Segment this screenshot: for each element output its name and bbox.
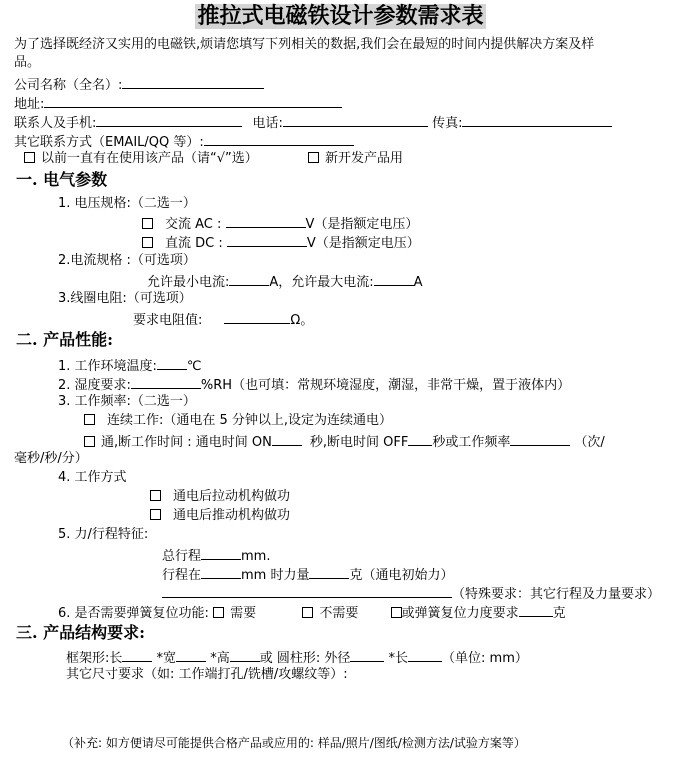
special-requirement-field[interactable] xyxy=(162,583,452,598)
person-label: 联系人及手机: xyxy=(14,116,97,131)
stroke-at-suffix: 克（通电初始力） xyxy=(349,568,454,583)
fax-field[interactable] xyxy=(462,112,612,127)
mode-push-row xyxy=(150,507,290,525)
mode-push-label: 通电后推动机构做功 xyxy=(173,508,291,523)
other-contact-row xyxy=(14,131,354,152)
new-product-checkbox[interactable] xyxy=(308,152,319,163)
dc-row xyxy=(142,232,420,253)
spring-yes-label: 需要 xyxy=(230,606,257,621)
contact-person-row xyxy=(14,112,612,133)
mode-pull-row xyxy=(150,488,290,506)
force-field[interactable] xyxy=(309,564,349,579)
resistance-row xyxy=(133,309,313,330)
onoff-mid2: 秒或工作频率 xyxy=(432,435,511,450)
ac-label: 交流 AC : xyxy=(165,217,222,232)
intro-line-2: 品。 xyxy=(14,55,41,70)
cylinder-length-label: *长 xyxy=(388,651,409,666)
humidity-row xyxy=(58,374,570,395)
spring-force-field[interactable] xyxy=(519,602,553,617)
special-row xyxy=(162,583,660,604)
other-size-label: 其它尺寸要求（如: 工作端打孔/铣槽/攻螺纹等）: xyxy=(66,667,348,682)
onoff-checkbox[interactable] xyxy=(84,436,95,447)
ac-row xyxy=(142,213,418,234)
coil-label: 3.线圈电阻:（可选项） xyxy=(58,291,192,306)
total-stroke-unit: mm. xyxy=(241,549,271,564)
company-label: 公司名称（全名）: xyxy=(14,78,123,93)
temp-label: 1. 工作环境温度: xyxy=(58,359,157,374)
resistance-field[interactable] xyxy=(224,309,290,324)
unit-label: （单位: mm） xyxy=(442,651,528,666)
ac-checkbox[interactable] xyxy=(142,218,153,229)
max-current-unit: A xyxy=(413,275,423,290)
onoff-row xyxy=(84,431,605,452)
frame-length-field[interactable] xyxy=(122,647,152,662)
form-title: 推拉式电磁铁设计参数需求表 xyxy=(197,4,484,29)
temp-field[interactable] xyxy=(157,355,187,370)
onoff-suffix: （次/ xyxy=(574,435,605,450)
spring-row xyxy=(58,602,566,623)
continuous-row xyxy=(84,412,392,430)
resistance-label: 要求电阻值: xyxy=(133,313,203,328)
stroke-at-mid: mm 时力量 xyxy=(241,568,310,583)
fax-label: 传真: xyxy=(432,116,463,131)
spring-no-checkbox[interactable] xyxy=(302,607,313,618)
section2-heading: 二. 产品性能: xyxy=(16,330,114,349)
min-current-field[interactable] xyxy=(229,271,269,286)
spring-yes-checkbox[interactable] xyxy=(213,607,224,618)
company-field[interactable] xyxy=(122,74,264,89)
new-product-label: 新开发产品用 xyxy=(325,151,404,166)
current-label: 2.电流规格 :（可选项） xyxy=(58,253,196,268)
current-row xyxy=(147,271,423,292)
stroke-at-field[interactable] xyxy=(201,564,241,579)
outer-diameter-field[interactable] xyxy=(350,647,384,662)
humidity-label: 2. 湿度要求: xyxy=(58,378,131,393)
other-contact-label: 其它联系方式（EMAIL/QQ 等）: xyxy=(14,135,204,150)
usage-row xyxy=(24,150,403,168)
frame-length-label: 框架形:长 xyxy=(66,651,123,666)
spring-no-label: 不需要 xyxy=(319,606,359,621)
special-req-label: （特殊要求：其它行程及力量要求） xyxy=(452,587,661,602)
section1-heading: 一. 电气参数 xyxy=(16,170,108,189)
on-time-field[interactable] xyxy=(272,431,302,446)
frame-width-label: *宽 xyxy=(156,651,177,666)
footer-note: （补充: 如方便请尽可能提供合格产品或应用的: 样品/照片/图纸/检测方法/试验方案等） xyxy=(62,736,526,750)
onoff-prefix: 通,断工作时间 : 通电时间 ON xyxy=(101,435,272,450)
max-current-field[interactable] xyxy=(374,271,414,286)
frequency-field[interactable] xyxy=(510,431,570,446)
total-stroke-row xyxy=(162,545,270,566)
used-before-label: 以前一直有在使用该产品（请“√”选） xyxy=(41,151,258,166)
mode-pull-label: 通电后拉动机构做功 xyxy=(173,489,291,504)
spring-force-checkbox[interactable] xyxy=(391,607,402,618)
mode-pull-checkbox[interactable] xyxy=(150,490,161,501)
cylinder-length-field[interactable] xyxy=(408,647,442,662)
mode-push-checkbox[interactable] xyxy=(150,509,161,520)
frame-height-label: *高 xyxy=(210,651,230,666)
onoff-mid1: 秒,断电时间 OFF xyxy=(309,435,409,450)
address-row xyxy=(14,93,342,114)
dc-suffix: V（是指额定电压） xyxy=(306,236,420,251)
dc-voltage-field[interactable] xyxy=(227,232,307,247)
max-current-label: A，允许最大电流: xyxy=(269,275,374,290)
cylinder-label: 或 圆柱形: 外径 xyxy=(259,651,351,666)
address-label: 地址: xyxy=(14,97,45,112)
phone-label: 电话: xyxy=(252,116,283,131)
total-stroke-field[interactable] xyxy=(201,545,241,560)
temp-row xyxy=(58,355,202,376)
min-current-label: 允许最小电流: xyxy=(147,275,230,290)
spring-force-unit: 克 xyxy=(552,606,566,621)
humidity-field[interactable] xyxy=(131,374,201,389)
onoff-cont: 毫秒/秒/分） xyxy=(14,451,88,466)
off-time-field[interactable] xyxy=(408,431,432,446)
stroke-force-row xyxy=(162,564,454,585)
dc-label: 直流 DC : xyxy=(165,236,223,251)
continuous-label: 连续工作:（通电在 5 分钟以上,设定为连续通电） xyxy=(107,413,393,428)
ac-voltage-field[interactable] xyxy=(226,213,306,228)
frame-row xyxy=(66,647,528,668)
spring-label: 6. 是否需要弹簧复位功能: xyxy=(58,606,209,621)
address-field[interactable] xyxy=(44,93,342,108)
ac-suffix: V（是指额定电压） xyxy=(305,217,419,232)
humidity-suffix: %RH（也可填：常规环境湿度，潮湿，非常干燥，置于液体内） xyxy=(200,378,571,393)
total-stroke-label: 总行程 xyxy=(162,549,202,564)
stroke-at-label: 行程在 xyxy=(162,568,202,583)
voltage-label: 1. 电压规格:（二选一） xyxy=(58,196,196,211)
company-row xyxy=(14,74,264,95)
frame-height-field[interactable] xyxy=(230,647,260,662)
other-contact-field[interactable] xyxy=(204,131,354,146)
temp-unit: ℃ xyxy=(186,359,202,374)
used-before-checkbox[interactable] xyxy=(24,152,35,163)
spring-force-label: 或弹簧复位力度要求 xyxy=(401,606,519,621)
phone-field[interactable] xyxy=(283,112,428,127)
dc-checkbox[interactable] xyxy=(142,237,153,248)
freq-label: 3. 工作频率:（二选一） xyxy=(58,394,196,409)
intro-line-1: 为了选择既经济又实用的电磁铁,烦请您填写下列相关的数据,我们会在最短的时间内提供解决方案及样 xyxy=(14,37,595,52)
continuous-checkbox[interactable] xyxy=(84,414,95,425)
force-label: 5. 力/行程特征: xyxy=(58,527,149,542)
person-field[interactable] xyxy=(96,112,242,127)
section3-heading: 三. 产品结构要求: xyxy=(16,623,146,642)
frame-width-field[interactable] xyxy=(176,647,206,662)
mode-label: 4. 工作方式 xyxy=(58,470,127,485)
resistance-unit: Ω。 xyxy=(290,313,314,328)
